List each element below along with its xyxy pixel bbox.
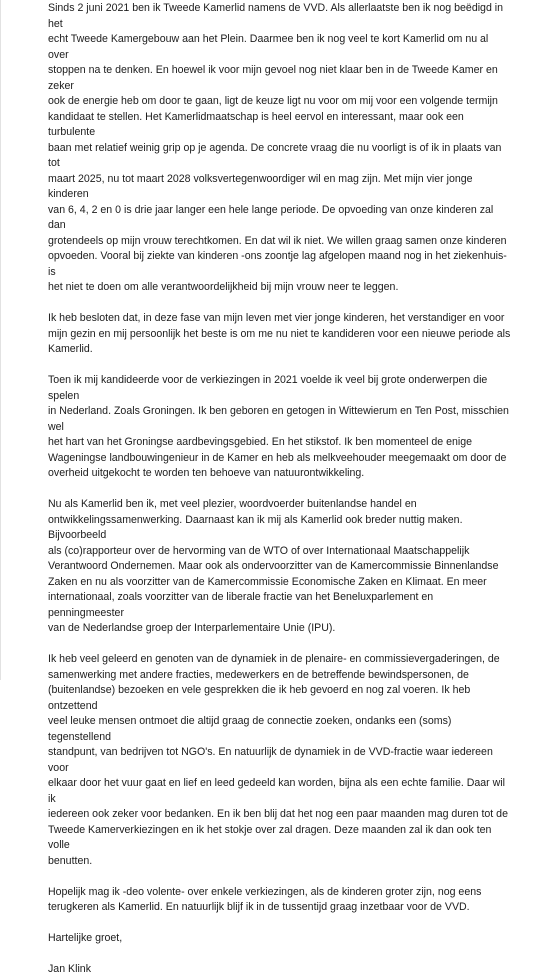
paragraph-intro: Sinds 2 juni 2021 ben ik Tweede Kamerlid namens de VVD. Als allerlaatste ben ik nog beëdigd in het echt Tweede Kamergebouw aan het Plein. Daarmee ben ik nog veel te kort Kamerlid om nu al over stoppen na te denken. En hoewel ik voor mijn gevoel nog niet klaar ben in de Tweede Kamer en zeker ook de energie heb om door te gaan, ligt de keuze ligt nu voor om mij voor een volgende termijn kandidaat te stellen. Het Kamerlidmaatschap is heel eervol en interessant, maar ook een turbulente baan met relatief weinig grip op je agenda. De concrete vraag die nu voorligt is of ik in plaats van tot maart 2025, nu tot maart 2028 volksvertegenwoordiger wil en mag zijn. Met mijn vier jonge kinderen van 6, 4, 2 en 0 is drie jaar langer een hele lange periode. De opvoeding van onze kinderen zal dan grotendeels op mijn vrouw terechtkomen. En dat wil ik niet. We willen graag samen onze kinderen opvoeden. Vooral bij ziekte van kinderen -ons zoontje lag afgelopen maand nog in het ziekenhuis- is het niet te doen om alle verantwoordelijkheid bij mijn vrouw neer te leggen. xyxy=(48,2,507,293)
closing-greeting: Hartelijke groet, xyxy=(48,932,123,944)
paragraph-decision: Ik heb besloten dat, in deze fase van mijn leven met vier jonge kinderen, het verstandiger en voor mijn gezin en mij persoonlijk het beste is om me nu niet te kandideren voor een nieuwe periode als Kamerlid. xyxy=(48,312,511,355)
paragraph-current-role: Nu als Kamerlid ben ik, met veel plezier, woordvoerder buitenlandse handel en ontwikkelingssamenwerking. Daarnaast kan ik mij als Kamerlid ook breder nuttig maken. Bijvoorbeeld als (co)rapporteur over de hervorming van de WTO of over Internationaal Maatschappelijk Verantwoord Ondernemen. Maar ook als ondervoorzitter van de Kamercommissie Binnenlandse Zaken en nu als voorzitter van de Kamercommissie Economische Zaken en Klimaat. En meer internationaal, zoals voorzitter van de liberale fractie van het Beneluxparlement en penningmeester van de Nederlandse groep der Interparlementaire Unie (IPU). xyxy=(48,498,499,634)
paragraph-gratitude: Ik heb veel geleerd en genoten van de dynamiek in de plenaire- en commissievergaderingen, de samenwerking met andere fracties, medewerkers en de betreffende bewindspersonen, de (buitenlandse) bezoeken en vele gesprekken die ik heb gevoerd en nog zal voeren. Ik heb ontzettend veel leuke mensen ontmoet die altijd graag de connectie zoeken, ondanks een (soms) tegenstellend standpunt, van bedrijven tot NGO's. En natuurlijk de dynamiek in de VVD-fractie waar iedereen voor elkaar door het vuur gaat en lief en leed gedeeld kan worden, bijna als een echte familie. Daar wil ik iedereen ook zeker voor bedanken. En ik ben blij dat het nog een paar maanden mag duren tot de Tweede Kamerverkiezingen en ik het stokje over zal dragen. Deze maanden zal ik dan ook ten volle benutten. xyxy=(48,653,508,867)
paragraph-future: Hopelijk mag ik -deo volente- over enkele verkiezingen, als de kinderen groter zijn, nog eens terugkeren als Kamerlid. En natuurlijk blijf ik in de tussentijd graag inzetbaar voor de VVD. xyxy=(48,885,482,913)
paragraph-background: Toen ik mij kandideerde voor de verkiezingen in 2021 voelde ik veel bij grote onderwerpen die spelen in Nederland. Zoals Groningen. Ik ben geboren en getogen in Wittewierum en Ten Post, misschien wel het hart van het Groningse aardbevingsgebied. En het stikstof. Ik ben momenteel de enige Wageningse landbouwingenieur in de Kamer en heb als melkveehouder meegemaakt om door de overheid uitgekocht te worden ten behoeve van natuurontwikkeling. xyxy=(48,374,509,479)
signature-name: Jan Klink xyxy=(48,963,91,975)
